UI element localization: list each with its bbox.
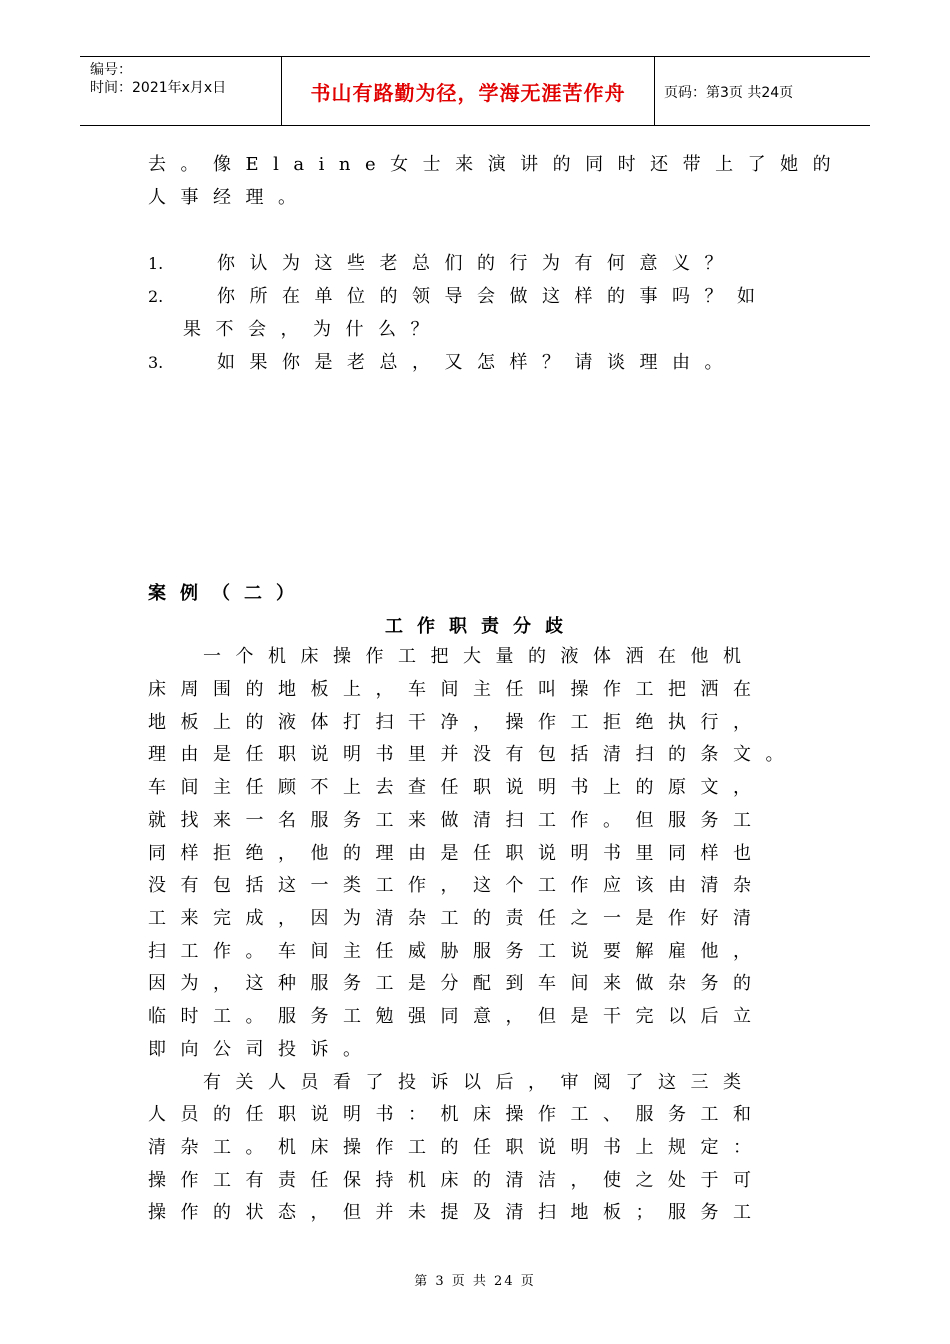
paragraph-line: 清杂工。机床操作工的任职说明书上规定： — [148, 1137, 766, 1158]
paragraph-line: 没有包括这一类工作，这个工作应该由清杂 — [148, 875, 766, 896]
page-footer: 第 3 页 共 24 页 — [414, 1274, 536, 1289]
paragraph-line: 就找来一名服务工来做清扫工作。但服务工 — [148, 810, 766, 831]
paragraph-line: 临时工。服务工勉强同意，但是干完以后立 — [148, 1006, 766, 1027]
question-number: 2. — [148, 287, 164, 306]
case-heading: 案例（二） — [148, 583, 308, 604]
question-number: 1. — [148, 254, 164, 273]
paragraph-line: 车间主任顾不上去查任职说明书上的原文， — [148, 777, 766, 798]
paragraph-line: 即向公司投诉。 — [148, 1039, 376, 1060]
paragraph-line: 地板上的液体打扫干净，操作工拒绝执行， — [148, 712, 766, 733]
paragraph-line: 操作的状态，但并未提及清扫地板；服务工 — [148, 1202, 766, 1223]
header-divider — [654, 57, 655, 125]
page-header — [80, 56, 870, 126]
paragraph-line: 扫工作。车间主任威胁服务工说要解雇他， — [148, 941, 766, 962]
header-page-info: 页码：第3页 共24页 — [664, 85, 794, 101]
paragraph-line: 人员的任职说明书：机床操作工、服务工和 — [148, 1104, 766, 1125]
paragraph-line: 有关人员看了投诉以后，审阅了这三类 — [203, 1072, 756, 1093]
paragraph-line: 工来完成，因为清杂工的责任之一是作好清 — [148, 908, 766, 929]
paragraph-line: 床周围的地板上，车间主任叫操作工把洒在 — [148, 679, 766, 700]
paragraph-line: 理由是任职说明书里并没有包括清扫的条文。 — [148, 744, 798, 765]
paragraph-line: 因为，这种服务工是分配到车间来做杂务的 — [148, 973, 766, 994]
body-line: 人事经理。 — [148, 187, 311, 208]
time-label: 时间：2021年x月x日 — [90, 80, 227, 96]
paragraph-line: 同样拒绝，他的理由是任职说明书里同样也 — [148, 843, 766, 864]
header-meta — [90, 61, 226, 97]
question-text: 你所在单位的领导会做这样的事吗？如 — [217, 286, 770, 307]
paragraph-line: 操作工有责任保持机床的清洁，使之处于可 — [148, 1170, 766, 1191]
question-text: 你认为这些老总们的行为有何意义？ — [217, 253, 737, 274]
question-text: 果不会，为什么？ — [183, 319, 443, 340]
case-title: 工作职责分歧 — [385, 616, 577, 637]
question-number: 3. — [148, 353, 164, 372]
question-text: 如果你是老总，又怎样？请谈理由。 — [217, 352, 737, 373]
paragraph-line: 一个机床操作工把大量的液体洒在他机 — [203, 646, 756, 667]
number-label: 编号： — [90, 62, 132, 78]
header-motto: 书山有路勤为径，学海无涯苦作舟 — [310, 80, 626, 105]
body-line: 去。像Elaine女士来演讲的同时还带上了她的 — [148, 154, 846, 175]
